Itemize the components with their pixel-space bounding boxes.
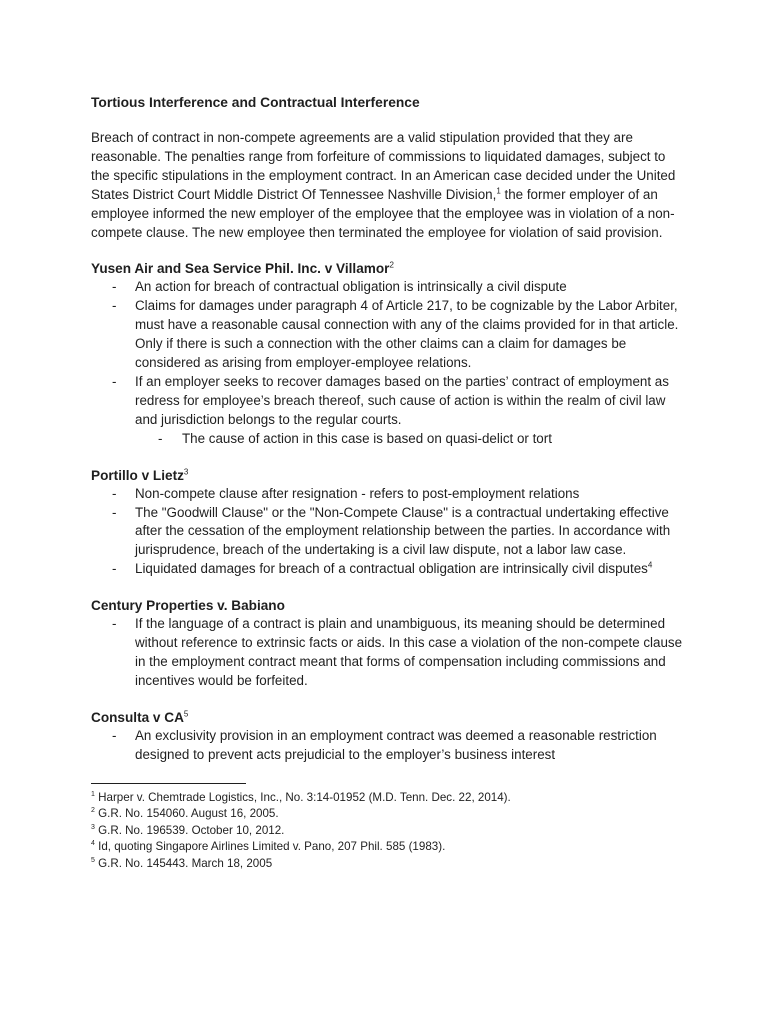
- section-list-yusen: [91, 278, 683, 429]
- dash-bullet: -: [158, 430, 163, 446]
- section-heading-text: Portillo v Lietz: [91, 467, 184, 483]
- footnote-text: Harper v. Chemtrade Logistics, Inc., No. 3:14-01952 (M.D. Tenn. Dec. 22, 2014).: [94, 790, 511, 804]
- section-heading-century: Century Properties v. Babiano: [91, 598, 285, 614]
- footnote-3: [91, 823, 683, 840]
- footnote-2: [91, 806, 683, 823]
- footnote-divider: [91, 783, 246, 784]
- footnote-text: G.R. No. 196539. October 10, 2012.: [94, 823, 285, 837]
- list-item: [91, 278, 683, 297]
- footnote-text: G.R. No. 154060. August 16, 2005.: [94, 807, 279, 821]
- list-item: [91, 373, 683, 430]
- section-heading-yusen: [91, 259, 683, 278]
- footnote-number: 4: [91, 840, 95, 848]
- list-item-text: The "Goodwill Clause" or the "Non-Compete Clause" is a contractual undertaking effective after the cessation of the employment relationship between the parties. In accordance with jurisprudence, breach of the undertaking is a civil law dispute, not a labor law case.: [135, 504, 671, 558]
- list-item: [91, 615, 683, 691]
- footnote-number: 5: [91, 857, 95, 865]
- document-title: Tortious Interference and Contractual Interference: [91, 95, 420, 110]
- footnote-text: G.R. No. 145443. March 18, 2005: [94, 856, 273, 870]
- list-item-text: An action for breach of contractual obligation is intrinsically a civil dispute: [135, 279, 567, 295]
- footnote-text: Id, quoting Singapore Airlines Limited v. Pano, 207 Phil. 585 (1983).: [94, 840, 446, 854]
- intro-text-part2: the former employer of an employee informed the new employer of the employee that the employee was in violation of a non-compete clause. The new employee then terminated the employee for violation of said provision.: [91, 186, 675, 240]
- footnote-ref-1[interactable]: 1: [496, 186, 501, 196]
- list-item: [91, 560, 683, 579]
- footnote-5: [91, 856, 683, 873]
- dash-bullet: -: [112, 561, 117, 577]
- dash-bullet: -: [112, 504, 117, 520]
- sub-list-item: [91, 430, 683, 449]
- list-item-text: Claims for damages under paragraph 4 of Article 217, to be cognizable by the Labor Arbiter, must have a reasonable causal connection with any of the claims provided for in that article. Only if there is such a connection with the other claims can a claim for damages be considered as arising from employer-employee relations.: [135, 298, 679, 371]
- section-heading-consulta: [91, 708, 683, 727]
- dash-bullet: -: [112, 727, 117, 743]
- footnote-ref-5[interactable]: 5: [183, 709, 189, 719]
- footnote-ref-3[interactable]: 3: [183, 467, 189, 477]
- section-heading-portillo: [91, 466, 683, 485]
- footnote-number: 2: [91, 807, 95, 815]
- dash-bullet: -: [112, 373, 117, 389]
- footnote-number: 3: [91, 823, 95, 831]
- list-item: [91, 297, 683, 373]
- sub-list-item-text: The cause of action in this case is based on quasi-delict or tort: [182, 430, 552, 446]
- dash-bullet: -: [112, 279, 117, 295]
- list-item-text: Non-compete clause after resignation - refers to post-employment relations: [135, 485, 580, 501]
- section-list-consulta: [91, 727, 683, 765]
- section-heading-text: Consulta v CA: [91, 709, 184, 725]
- list-item-text: An exclusivity provision in an employment contract was deemed a reasonable restriction designed to prevent acts prejudicial to the employer’s business interest: [135, 727, 657, 762]
- section-list-portillo: [91, 485, 683, 580]
- list-item: [91, 727, 683, 765]
- footnote-number: 1: [91, 790, 95, 798]
- list-item-text: Liquidated damages for breach of a contractual obligation are intrinsically civil disputes: [135, 561, 648, 577]
- document-page: [91, 93, 683, 873]
- dash-bullet: -: [112, 485, 117, 501]
- intro-text-part1: Breach of contract in non-compete agreements are a valid stipulation provided that they are reasonable. The penalties range from forfeiture of commissions to liquidated damages, subject to the specific stipulations in the employment contract. In an American case decided under the United States District Court Middle District Of Tennessee Nashville Division,: [91, 130, 676, 202]
- list-item: [91, 485, 683, 504]
- footnote-ref-4[interactable]: 4: [647, 560, 653, 570]
- footnote-4: [91, 839, 683, 856]
- intro-paragraph: [91, 129, 683, 242]
- list-item: [91, 504, 683, 561]
- list-item-text: If an employer seeks to recover damages based on the parties’ contract of employment as redress for employee’s breach thereof, such cause of action is within the realm of civil law and jurisdiction belongs to the regular courts.: [135, 373, 669, 427]
- list-item-text: If the language of a contract is plain and unambiguous, its meaning should be determined without reference to extrinsic facts or aids. In this case a violation of the non-compete clause in the employment contract meant that forms of compensation including commissions and incentives would be forfeited.: [135, 616, 683, 688]
- footnote-1: [91, 790, 683, 807]
- footnotes: [91, 790, 683, 873]
- dash-bullet: -: [112, 616, 117, 632]
- section-sublist-yusen: [91, 430, 683, 449]
- dash-bullet: -: [112, 298, 117, 314]
- section-list-century: [91, 615, 683, 691]
- footnote-ref-2[interactable]: 2: [389, 260, 394, 270]
- section-heading-text: Yusen Air and Sea Service Phil. Inc. v Villamor: [91, 261, 390, 277]
